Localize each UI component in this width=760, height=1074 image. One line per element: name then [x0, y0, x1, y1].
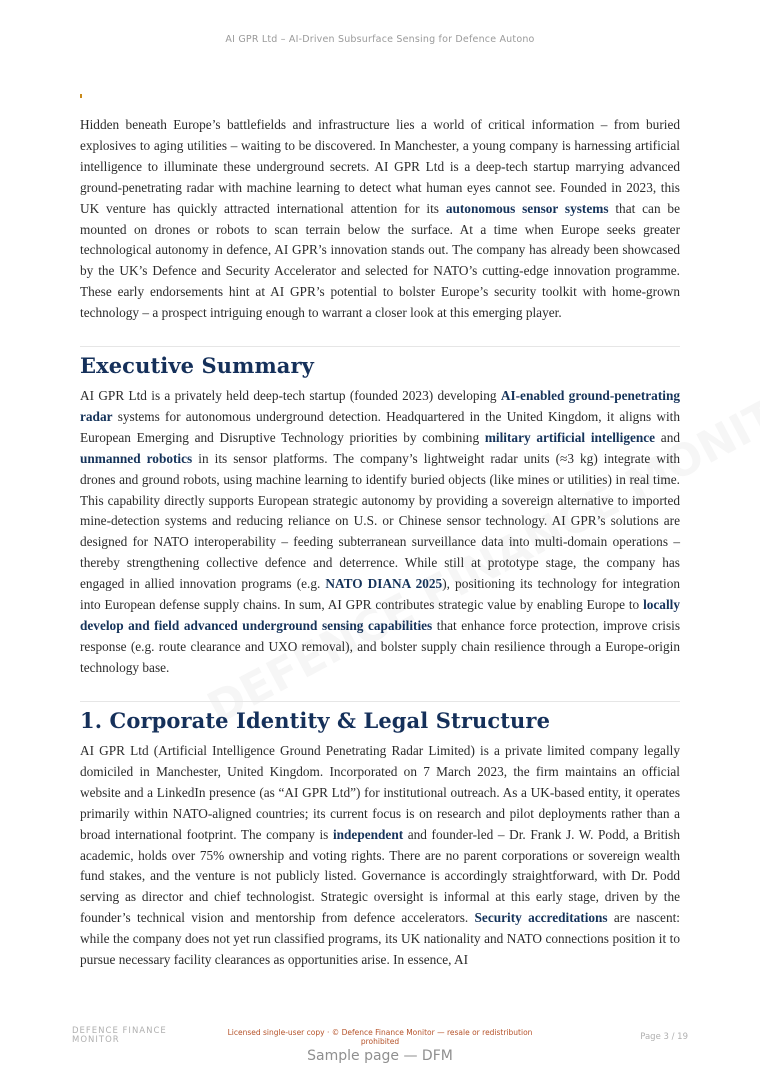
executive-summary-heading: Executive Summary [80, 353, 314, 378]
running-header: AI GPR Ltd – AI-Driven Subsurface Sensing for Defence Autono [225, 34, 535, 45]
section-1 [80, 741, 680, 971]
sample-label: Sample page — DFM [307, 1048, 453, 1064]
footer-license: Licensed single-user copy · © Defence Finance Monitor — resale or redistribution prohibited [227, 1028, 533, 1046]
section-divider [80, 701, 680, 702]
accent-mark [80, 94, 82, 98]
highlight-term: Security accreditations [474, 910, 608, 926]
footer-brand-line: MONITOR [72, 1035, 120, 1045]
executive-summary-section [80, 386, 680, 679]
highlight-term: AI-enabled ground-penetrating radar [80, 388, 680, 424]
section-divider [80, 346, 680, 347]
executive-summary-paragraph: AI GPR Ltd is a privately held deep-tech startup (founded 2023) developing AI-enabled ground-penetrating radar systems for autonomous underground detection. Headquartered in the United Kingdom, it aligns with European Emerging and Disruptive Technology priorities by combining military artificial intelligence and unmanned robotics in its sensor platforms. The company’s lightweight radar units (≈3 kg) integrate with drones and ground robots, using machine learning to identify buried objects (like mines or utilities) in real time. This capability directly supports European strategic autonomy by providing a sovereign alternative to imported mine-detection systems and reducing reliance on U.S. or Chinese sensor technology. AI GPR’s solutions are designed for NATO interoperability – feeding subterranean surveillance data into multi-domain operations – thereby strengthening collective defence and deterrence. While still at prototype stage, the company has engaged in allied innovation programs (e.g. NATO DIANA 2025), positioning its technology for integration into European defense supply chains. In sum, AI GPR contributes strategic value by enabling Europe to locally develop and field advanced underground sensing capabilities that enhance force protection, improve crisis response (e.g. route clearance and UXO removal), and bolster supply chain resilience through a Europe-origin technology base. [80, 388, 681, 675]
highlight-term: locally develop and field advanced underground sensing capabilities [80, 597, 680, 633]
footer-brand-line: DEFENCE FINANCE [72, 1026, 167, 1036]
section-1-paragraph: AI GPR Ltd (Artificial Intelligence Ground Penetrating Radar Limited) is a private limited company legally domiciled in Manchester, United Kingdom. Incorporated on 7 March 2023, the firm maintains an official website and a LinkedIn presence (as “AI GPR Ltd”) for institutional outreach. As a UK-based entity, it operates primarily within NATO-aligned countries; its current focus is on research and pilot deployments rather than a broad international footprint. The company is independent and founder-led – Dr. Frank J. W. Podd, a British academic, holds over 75% ownership and voting rights. There are no parent corporations or sovereign wealth fund stakes, and the venture is not publicly listed. Governance is accordingly straightforward, with Dr. Podd serving as director and chief technologist. Strategic oversight is informal at this early stage, driven by the founder’s technical vision and mentorship from defence accelerators. Security accreditations are nascent: while the company does not yet run classified programs, its UK nationality and NATO connections position it to pursue necessary facility clearances as opportunities arise. In essence, AI [80, 743, 680, 968]
highlight-term: independent [332, 826, 404, 842]
highlight-term: military artificial intelligence [484, 429, 656, 445]
section-1-heading: 1. Corporate Identity & Legal Structure [80, 708, 551, 733]
page-number: Page 3 / 19 [640, 1032, 688, 1042]
highlight-term: autonomous sensor systems [445, 200, 609, 216]
intro-paragraph: Hidden beneath Europe’s battlefields and infrastructure lies a world of critical information – from buried explosives to aging utilities – waiting to be discovered. In Manchester, a young company is harnessing artificial intelligence to illuminate these underground secrets. AI GPR Ltd is a deep-tech startup marrying advanced ground-penetrating radar with machine learning to detect what human eyes cannot see. Founded in 2023, this UK venture has quickly attracted international attention for its autonomous sensor systems that can be mounted on drones or robots to scan terrain below the surface. At a time when Europe seeks greater technological autonomy in defence, AI GPR’s innovation stands out. The company has already been showcased by the UK’s Defence and Security Accelerator and selected for NATO’s cutting-edge innovation programme. These early endorsements hint at AI GPR’s potential to bolster Europe’s security toolkit with home-grown technology – a prospect intriguing enough to warrant a closer look at this emerging player. [80, 117, 680, 321]
intro-section [80, 115, 680, 324]
highlight-term: NATO DIANA 2025 [325, 576, 443, 592]
footer-brand [72, 1027, 167, 1045]
highlight-term: unmanned robotics [80, 450, 193, 466]
